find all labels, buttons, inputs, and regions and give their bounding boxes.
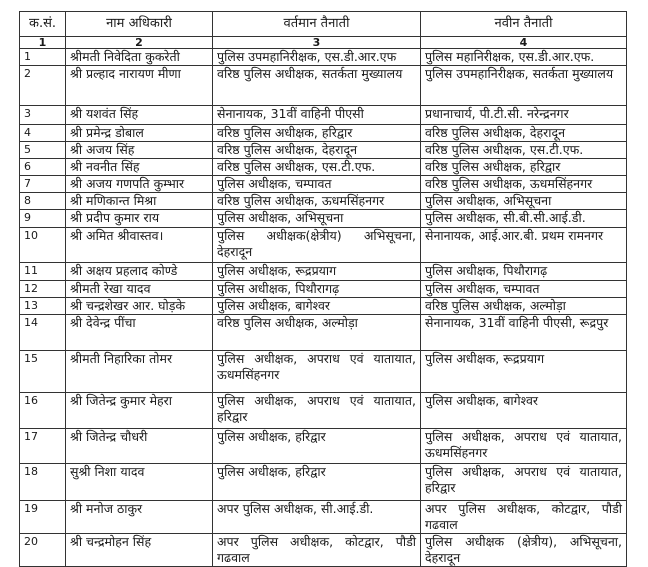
new-posting-cell: वरिष्ठ पुलिस अधीक्षक, एस.टी.एफ.	[421, 142, 627, 159]
officer-name-cell: श्रीमती निहारिका तोमर	[66, 351, 213, 393]
new-posting-cell: पुलिस अधीक्षक, पिथौरागढ़	[421, 263, 627, 281]
table-row	[20, 142, 627, 159]
new-posting-cell: वरिष्ठ पुलिस अधीक्षक, हरिद्वार	[421, 159, 627, 176]
new-posting-cell: पुलिस अधीक्षक, रूद्रप्रयाग	[421, 351, 627, 393]
table-row	[20, 66, 627, 106]
serial-number-cell: 1	[20, 49, 66, 66]
new-posting-cell: पुलिस अधीक्षक, अभिसूचना	[421, 193, 627, 210]
serial-number-cell: 9	[20, 210, 66, 228]
table-row	[20, 176, 627, 193]
new-posting-cell: प्रधानाचार्य, पी.टी.सी. नरेन्द्रनगर	[421, 106, 627, 125]
current-posting-cell: पुलिस अधीक्षक, हरिद्वार	[213, 429, 421, 464]
current-posting-cell: वरिष्ठ पुलिस अधीक्षक, हरिद्वार	[213, 125, 421, 142]
table-row	[20, 501, 627, 534]
header-current-posting: वर्तमान तैनाती	[213, 12, 421, 37]
current-posting-cell: सेनानायक, 31वीं वाहिनी पीएसी	[213, 106, 421, 125]
current-posting-cell: वरिष्ठ पुलिस अधीक्षक, देहरादून	[213, 142, 421, 159]
officer-name-cell: श्री चन्द्रशेखर आर. घोड़के	[66, 298, 213, 315]
officer-name-cell: श्री जितेन्द्र चौधरी	[66, 429, 213, 464]
new-posting-cell: सेनानायक, आई.आर.बी. प्रथम रामनगर	[421, 228, 627, 263]
serial-number-cell: 14	[20, 315, 66, 351]
table-row	[20, 534, 627, 567]
table-row	[20, 281, 627, 298]
new-posting-cell: सेनानायक, 31वीं वाहिनी पीएसी, रूद्रपुर	[421, 315, 627, 351]
new-posting-cell: पुलिस महानिरीक्षक, एस.डी.आर.एफ.	[421, 49, 627, 66]
officer-name-cell: सुश्री निशा यादव	[66, 464, 213, 501]
current-posting-cell: वरिष्ठ पुलिस अधीक्षक, एस.टी.एफ.	[213, 159, 421, 176]
new-posting-cell: वरिष्ठ पुलिस अधीक्षक, ऊधमसिंहनगर	[421, 176, 627, 193]
column-number-row	[20, 37, 627, 49]
serial-number-cell: 7	[20, 176, 66, 193]
transfer-table	[19, 11, 627, 567]
new-posting-cell: पुलिस उपमहानिरीक्षक, सतर्कता मुख्यालय	[421, 66, 627, 106]
officer-name-cell: श्री मणिकान्त मिश्रा	[66, 193, 213, 210]
serial-number-cell: 12	[20, 281, 66, 298]
officer-name-cell: श्री प्रल्हाद नारायण मीणा	[66, 66, 213, 106]
column-number: 3	[213, 37, 421, 49]
new-posting-cell: अपर पुलिस अधीक्षक, कोटद्वार, पौडी गढवाल	[421, 501, 627, 534]
header-row	[20, 12, 627, 37]
new-posting-cell: वरिष्ठ पुलिस अधीक्षक, अल्मोड़ा	[421, 298, 627, 315]
current-posting-cell: अपर पुलिस अधीक्षक, सी.आई.डी.	[213, 501, 421, 534]
serial-number-cell: 8	[20, 193, 66, 210]
officer-name-cell: श्री नवनीत सिंह	[66, 159, 213, 176]
serial-number-cell: 3	[20, 106, 66, 125]
table-row	[20, 49, 627, 66]
serial-number-cell: 20	[20, 534, 66, 567]
table-row	[20, 159, 627, 176]
header-new-posting: नवीन तैनाती	[421, 12, 627, 37]
new-posting-cell: पुलिस अधीक्षक, बागेश्वर	[421, 393, 627, 429]
serial-number-cell: 19	[20, 501, 66, 534]
table-row	[20, 298, 627, 315]
current-posting-cell: पुलिस अधीक्षक, अपराध एवं यातायात, हरिद्वार	[213, 393, 421, 429]
current-posting-cell: पुलिस अधीक्षक, अभिसूचना	[213, 210, 421, 228]
current-posting-cell: पुलिस अधीक्षक, अपराध एवं यातायात, ऊधमसिंहनगर	[213, 351, 421, 393]
table-row	[20, 464, 627, 501]
current-posting-cell: पुलिस उपमहानिरीक्षक, एस.डी.आर.एफ	[213, 49, 421, 66]
current-posting-cell: वरिष्ठ पुलिस अधीक्षक, अल्मोड़ा	[213, 315, 421, 351]
officer-name-cell: श्री अमित श्रीवास्तव।	[66, 228, 213, 263]
table-row	[20, 228, 627, 263]
serial-number-cell: 16	[20, 393, 66, 429]
current-posting-cell: पुलिस अधीक्षक, हरिद्वार	[213, 464, 421, 501]
header-officer-name: नाम अधिकारी	[66, 12, 213, 37]
current-posting-cell: पुलिस अधीक्षक, बागेश्वर	[213, 298, 421, 315]
table-row	[20, 106, 627, 125]
new-posting-cell: पुलिस अधीक्षक, अपराध एवं यातायात, ऊधमसिंहनगर	[421, 429, 627, 464]
table-row	[20, 263, 627, 281]
officer-name-cell: श्री अक्षय प्रहलाद कोण्डे	[66, 263, 213, 281]
table-row	[20, 315, 627, 351]
officer-name-cell: श्री प्रमेन्द्र डोबाल	[66, 125, 213, 142]
serial-number-cell: 2	[20, 66, 66, 106]
serial-number-cell: 5	[20, 142, 66, 159]
column-number: 1	[20, 37, 66, 49]
new-posting-cell: पुलिस अधीक्षक, अपराध एवं यातायात, हरिद्वार	[421, 464, 627, 501]
new-posting-cell: पुलिस अधीक्षक, चम्पावत	[421, 281, 627, 298]
table-row	[20, 351, 627, 393]
new-posting-cell: पुलिस अधीक्षक (क्षेत्रीय), अभिसूचना, देहरादून	[421, 534, 627, 567]
officer-name-cell: श्री प्रदीप कुमार राय	[66, 210, 213, 228]
officer-name-cell: श्री देवेन्द्र पींचा	[66, 315, 213, 351]
serial-number-cell: 13	[20, 298, 66, 315]
officer-name-cell: श्री अजय गणपति कुम्भार	[66, 176, 213, 193]
current-posting-cell: अपर पुलिस अधीक्षक, कोटद्वार, पौडी गढवाल	[213, 534, 421, 567]
officer-name-cell: श्री अजय सिंह	[66, 142, 213, 159]
officer-name-cell: श्रीमती निवेदिता कुकरेती	[66, 49, 213, 66]
officer-name-cell: श्रीमती रेखा यादव	[66, 281, 213, 298]
table-row	[20, 429, 627, 464]
officer-name-cell: श्री चन्द्रमोहन सिंह	[66, 534, 213, 567]
table-row	[20, 210, 627, 228]
current-posting-cell: पुलिस अधीक्षक, पिथौरागढ़	[213, 281, 421, 298]
serial-number-cell: 4	[20, 125, 66, 142]
officer-name-cell: श्री यशवंत सिंह	[66, 106, 213, 125]
current-posting-cell: पुलिस अधीक्षक, रूद्रप्रयाग	[213, 263, 421, 281]
serial-number-cell: 11	[20, 263, 66, 281]
serial-number-cell: 15	[20, 351, 66, 393]
officer-name-cell: श्री जितेन्द्र कुमार मेहरा	[66, 393, 213, 429]
new-posting-cell: पुलिस अधीक्षक, सी.बी.सी.आई.डी.	[421, 210, 627, 228]
column-number: 4	[421, 37, 627, 49]
officer-name-cell: श्री मनोज ठाकुर	[66, 501, 213, 534]
table-row	[20, 193, 627, 210]
column-number: 2	[66, 37, 213, 49]
current-posting-cell: पुलिस अधीक्षक, चम्पावत	[213, 176, 421, 193]
current-posting-cell: वरिष्ठ पुलिस अधीक्षक, ऊधमसिंहनगर	[213, 193, 421, 210]
current-posting-cell: वरिष्ठ पुलिस अधीक्षक, सतर्कता मुख्यालय	[213, 66, 421, 106]
current-posting-cell: पुलिस अधीक्षक(क्षेत्रीय) अभिसूचना, देहरादून	[213, 228, 421, 263]
header-serial: क.सं.	[20, 12, 66, 37]
serial-number-cell: 6	[20, 159, 66, 176]
serial-number-cell: 17	[20, 429, 66, 464]
serial-number-cell: 10	[20, 228, 66, 263]
table-row	[20, 125, 627, 142]
new-posting-cell: वरिष्ठ पुलिस अधीक्षक, देहरादून	[421, 125, 627, 142]
table-row	[20, 393, 627, 429]
serial-number-cell: 18	[20, 464, 66, 501]
